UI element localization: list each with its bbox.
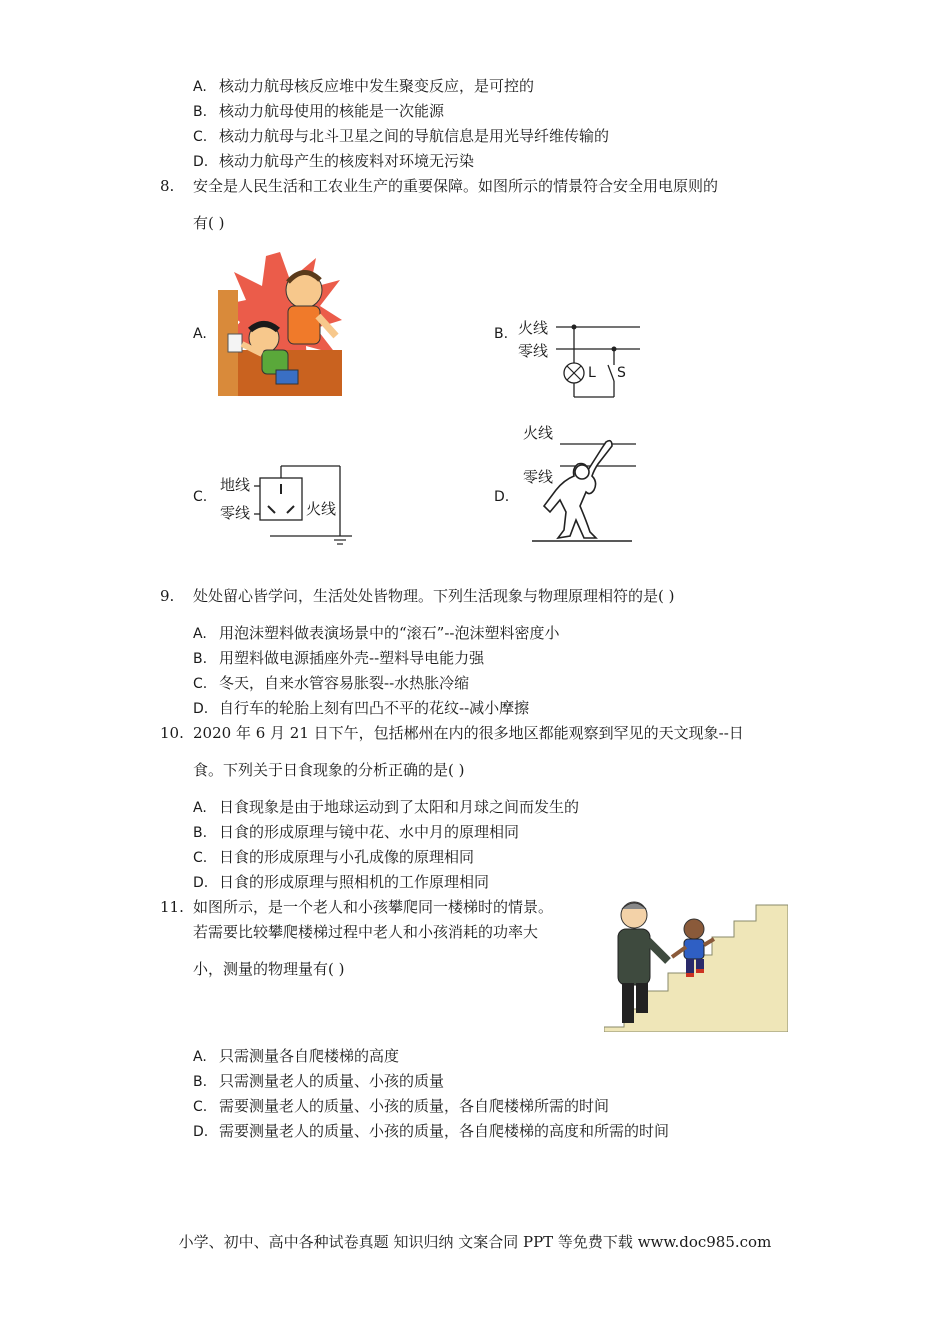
q10-option-c [193, 847, 474, 868]
option-text: 自行车的轮胎上刻有凹凸不平的花纹--减小摩擦 [219, 699, 530, 717]
option-text: 只需测量各自爬楼梯的高度 [219, 1047, 400, 1065]
electric-shock-cartoon [218, 250, 342, 396]
q11-stem-line1: 如图所示，是一个老人和小孩攀爬同一楼梯时的情景。 [193, 898, 554, 916]
q11-option-a [193, 1046, 399, 1067]
q7-option-d [193, 151, 474, 172]
option-text: 需要测量老人的质量、小孩的质量，各自爬楼梯所需的时间 [219, 1097, 610, 1115]
socket-lines [220, 460, 360, 550]
q11-stem-line3: 小，测量的物理量有( ) [193, 960, 345, 978]
circuit-lines [518, 315, 643, 405]
q10-option-a [193, 797, 579, 818]
option-text: 日食的形成原理与镜中花、水中月的原理相同 [219, 823, 520, 841]
person-silhouette [520, 420, 640, 545]
q8-figure-a-label: A. [193, 326, 207, 342]
q8-number: 8. [160, 177, 175, 195]
lamp-label: L [588, 365, 596, 381]
option-text: 用泡沫塑料做表演场景中的“滚石”--泡沫塑料密度小 [219, 624, 560, 642]
q11-number: 11. [160, 898, 184, 916]
option-label: D. [193, 875, 209, 891]
stair-climbing-illustration [604, 895, 788, 1032]
option-text: 核动力航母核反应堆中发生聚变反应，是可控的 [219, 77, 535, 95]
ground-wire-label: 地线 [220, 476, 251, 494]
q10-number: 10. [160, 724, 184, 742]
q8-figure-d-label: D. [494, 489, 510, 505]
circuit-diagram-b [518, 315, 643, 405]
q9-option-c [193, 673, 469, 694]
q9-stem: 处处留心皆学问，生活处处皆物理。下列生活现象与物理原理相符的是( ) [193, 587, 675, 605]
option-text: 用塑料做电源插座外壳--塑料导电能力强 [219, 649, 485, 667]
q9-option-a [193, 623, 559, 644]
q11-stem-line2: 若需要比较攀爬楼梯过程中老人和小孩消耗的功率大 [193, 923, 539, 941]
live-wire-label: 火线 [518, 319, 549, 337]
q9-option-b [193, 648, 484, 669]
socket-diagram-c [220, 460, 360, 550]
option-label: B. [193, 1074, 208, 1090]
option-label: B. [193, 825, 208, 841]
option-text: 只需测量老人的质量、小孩的质量 [219, 1072, 445, 1090]
neutral-wire-label: 零线 [220, 504, 251, 522]
option-label: C. [193, 129, 208, 145]
option-text: 核动力航母产生的核废料对环境无污染 [219, 152, 475, 170]
option-text: 需要测量老人的质量、小孩的质量，各自爬楼梯的高度和所需的时间 [219, 1122, 670, 1140]
neutral-wire-label: 零线 [518, 342, 549, 360]
option-label: A. [193, 626, 207, 642]
option-label: A. [193, 79, 207, 95]
page-footer: 小学、初中、高中各种试卷真题 知识归纳 文案合同 PPT 等免费下载 www.doc985.com [178, 1233, 772, 1251]
q10-option-b [193, 822, 519, 843]
option-text: 日食的形成原理与小孔成像的原理相同 [219, 848, 475, 866]
option-label: D. [193, 154, 209, 170]
live-wire-label: 火线 [306, 500, 337, 518]
q8-stem-line1: 安全是人民生活和工农业生产的重要保障。如图所示的情景符合安全用电原则的 [193, 177, 719, 195]
q8-figure-c-label: C. [193, 489, 208, 505]
option-label: B. [193, 651, 208, 667]
q9-number: 9. [160, 587, 175, 605]
live-wire-label: 火线 [523, 424, 554, 442]
option-label: D. [193, 701, 209, 717]
option-text: 核动力航母使用的核能是一次能源 [219, 102, 445, 120]
option-label: B. [193, 104, 208, 120]
option-label: A. [193, 1049, 207, 1065]
q7-option-b [193, 101, 444, 122]
q10-stem-line2: 食。下列关于日食现象的分析正确的是( ) [193, 761, 465, 779]
q10-option-d [193, 872, 489, 893]
q8-stem-line2: 有( ) [193, 214, 225, 232]
option-text: 日食的形成原理与照相机的工作原理相同 [219, 873, 490, 891]
q11-option-c [193, 1096, 609, 1117]
option-text: 冬天，自来水管容易胀裂--水热胀冷缩 [219, 674, 470, 692]
q11-option-b [193, 1071, 444, 1092]
option-label: C. [193, 850, 208, 866]
q7-option-c [193, 126, 609, 147]
neutral-wire-label: 零线 [523, 468, 554, 486]
option-label: C. [193, 676, 208, 692]
q9-option-d [193, 698, 529, 719]
option-text: 核动力航母与北斗卫星之间的导航信息是用光导纤维传输的 [219, 127, 610, 145]
q8-figure-b-label: B. [494, 326, 509, 342]
option-label: A. [193, 800, 207, 816]
option-text: 日食现象是由于地球运动到了太阳和月球之间而发生的 [219, 798, 580, 816]
switch-label: S [617, 365, 626, 381]
q10-stem-line1: 2020 年 6 月 21 日下午，包括郴州在内的很多地区都能观察到罕见的天文现象--日 [193, 724, 744, 742]
q11-option-d [193, 1121, 669, 1142]
option-label: D. [193, 1124, 209, 1140]
option-label: C. [193, 1099, 208, 1115]
q7-option-a [193, 76, 534, 97]
touch-wire-diagram-d [520, 420, 640, 545]
